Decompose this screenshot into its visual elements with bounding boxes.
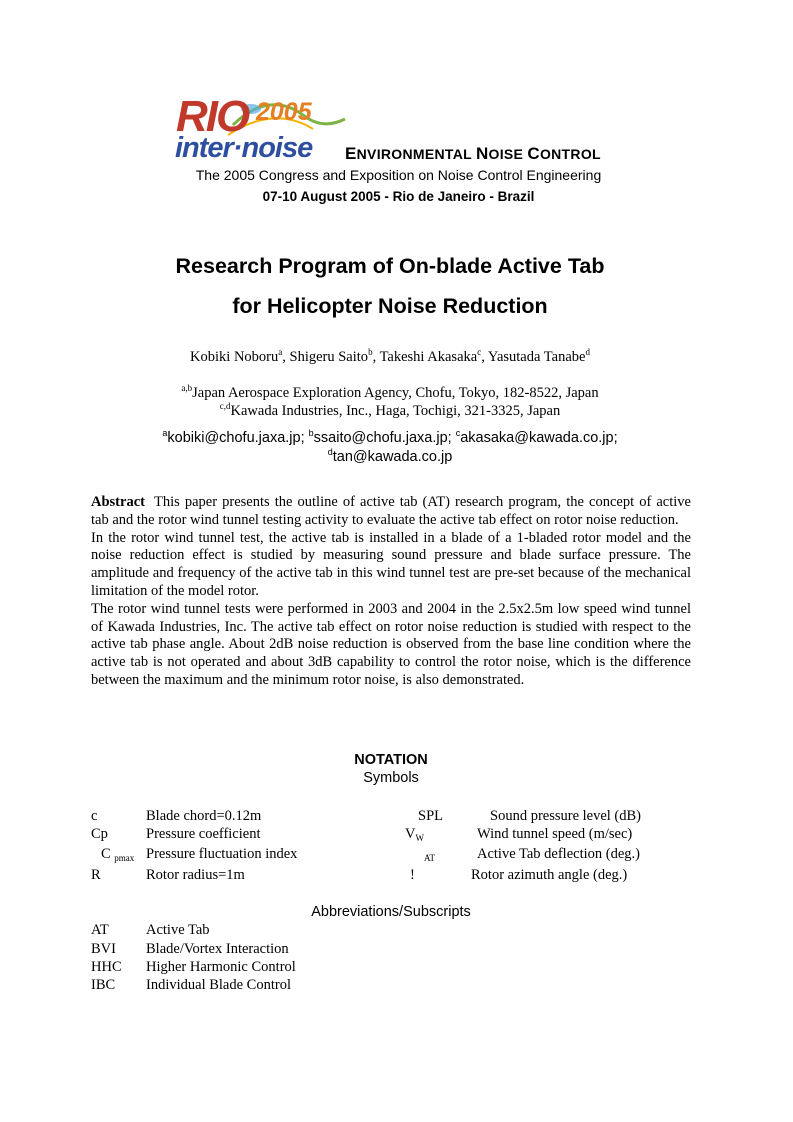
abstract-paragraph: Abstract This paper presents the outline of active tab (AT) research program, the concept of active tab and the rotor wind tunnel testing activity to evaluate the active tab effect on rotor noise reduction. [91, 494, 691, 528]
author-name: Shigeru Saito [289, 349, 369, 365]
author-name: Kobiki Noboru [190, 349, 279, 365]
symbol: R [91, 867, 101, 883]
logo-internoise-text: inter·noise [175, 132, 313, 164]
notation-heading: NOTATION [354, 752, 428, 768]
abbreviation: BVI [91, 941, 116, 957]
symbol: AT [424, 853, 435, 863]
author-name: Yasutada Tanabe [487, 349, 586, 365]
abstract-paragraph: In the rotor wind tunnel test, the active tab is installed in a blade of a 1-bladed rotor model and the noise reduction effect is studied by measuring sound pressure and blade surface pressure. The amplitude and frequency of the active tab in this wind tunnel test are pre-set because of the mechanical limitation of the model rotor. [91, 529, 691, 599]
author-list: Kobiki Noboru$^a$, Shigeru Saito$^b$, Takeshi Akasaka$^c$, Yasutada Tanabe$^d$ [190, 347, 590, 365]
logo-rio-text: RIO [176, 92, 249, 141]
abbreviation: HHC [91, 959, 122, 975]
conference-subtitle: The 2005 Congress and Exposition on Noise Control Engineering [195, 167, 602, 183]
conference-date: 07-10 August 2005 - Rio de Janeiro - Brazil [262, 189, 535, 204]
symbol-description: Pressure coefficient [146, 826, 261, 842]
abbreviation-description: Individual Blade Control [146, 977, 291, 993]
conference-title: ENVIRONMENTAL NOISE CONTROL [345, 144, 601, 163]
paper-title-line-2: for Helicopter Noise Reduction [232, 294, 548, 318]
symbol-description: Wind tunnel speed (m/sec) [477, 826, 633, 842]
logo-year-text: 2005 [256, 98, 312, 126]
symbol-description: Blade chord=0.12m [146, 808, 262, 824]
symbol-description: Active Tab deflection (deg.) [477, 846, 640, 862]
symbol-description: Rotor radius=1m [146, 867, 245, 883]
email-link[interactable]: akasaka@kawada.co.jp; [460, 430, 618, 446]
symbol-description: Sound pressure level (dB) [490, 808, 642, 824]
affiliation: $^{a,b}$Japan Aerospace Exploration Agency, Chofu, Tokyo, 182-8522, Japan [181, 383, 599, 401]
email-link[interactable]: ssaito@chofu.jaxa.jp; [313, 430, 456, 446]
symbol-description: Rotor azimuth angle (deg.) [471, 867, 628, 883]
abbreviation: IBC [91, 977, 116, 993]
email-link[interactable]: kobiki@chofu.jaxa.jp; [167, 430, 309, 446]
abbreviation-description: Active Tab [146, 922, 210, 938]
paper-title-line-1: Research Program of On-blade Active Tab [175, 254, 605, 278]
symbol: SPL [418, 808, 443, 824]
email-link[interactable]: tan@kawada.co.jp [332, 449, 453, 465]
symbol-description: Pressure fluctuation index [146, 846, 298, 862]
abstract [91, 494, 691, 690]
symbol: c [91, 808, 98, 824]
symbol: Cp [91, 826, 108, 842]
symbol: ! [410, 867, 415, 883]
abstract-paragraph: The rotor wind tunnel tests were performed in 2003 and 2004 in the 2.5x2.5m low speed wind tunnel of Kawada Industries, Inc. The active tab effect on rotor noise reduction is studied with respect to the active tab phase angle. About 2dB noise reduction is observed from the base line condition where the active tab is not operated and about 3dB capability to control the rotor noise, which is the difference between the maximum and the minimum rotor noise, is also demonstrated. [91, 600, 691, 688]
author-name: Takeshi Akasaka [379, 349, 478, 365]
affiliation: $^{c,d}$Kawada Industries, Inc., Haga, Tochigi, 321-3325, Japan [219, 401, 561, 419]
symbol: $V_W$ [405, 826, 424, 843]
abstract-label: Abstract [91, 494, 145, 510]
email-list: $^a$kobiki@chofu.jaxa.jp; $^b$ssaito@chofu.jaxa.jp; $^c$akasaka@kawada.co.jp; [162, 428, 618, 446]
abbreviation-description: Blade/Vortex Interaction [146, 941, 289, 957]
email-list: $^d$tan@kawada.co.jp [327, 447, 453, 465]
abbreviations-heading: Abbreviations/Subscripts [311, 904, 471, 920]
abbreviation-description: Higher Harmonic Control [146, 959, 296, 975]
abbreviation: AT [91, 922, 109, 938]
symbol: C $_{pmax}$ [101, 846, 135, 863]
symbols-heading: Symbols [363, 770, 419, 786]
